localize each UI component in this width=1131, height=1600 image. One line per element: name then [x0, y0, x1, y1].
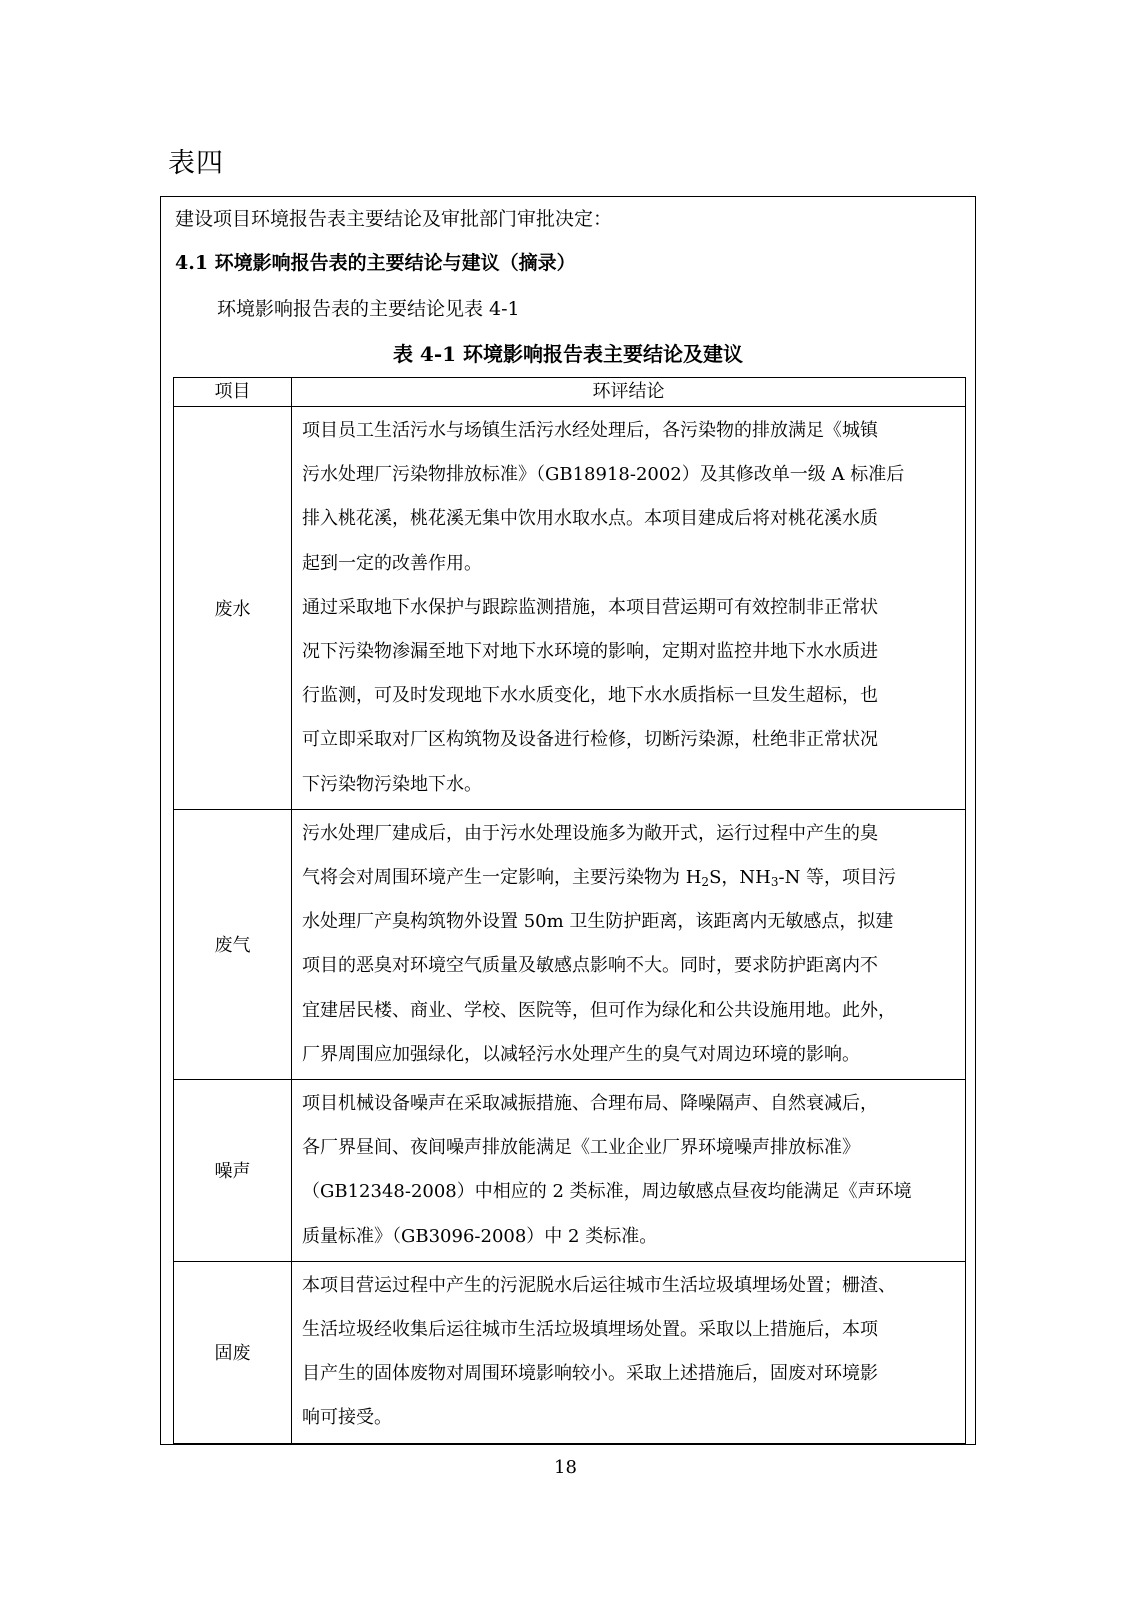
table-header-row	[174, 378, 966, 407]
row-conclusion	[292, 407, 966, 810]
text-line: 通过采取地下水保护与跟踪监测措施，本项目营运期可有效控制非正常状	[302, 596, 878, 618]
text-part: S，NH	[709, 867, 771, 889]
table-caption: 表 4-1 环境影响报告表主要结论及建议	[392, 342, 744, 366]
text-line: 生活垃圾经收集后运往城市生活垃圾填埋场处置。采取以上措施后，本项	[302, 1319, 878, 1341]
text-line: 厂界周围应加强绿化，以减轻污水处理产生的臭气对周边环境的影响。	[302, 1043, 860, 1065]
row-category: 废气	[174, 809, 292, 1079]
text-line: 可立即采取对厂区构筑物及设备进行检修，切断污染源，杜绝非正常状况	[302, 729, 878, 751]
subscript: 3	[770, 875, 779, 890]
text-line: 排入桃花溪，桃花溪无集中饮用水取水点。本项目建成后将对桃花溪水质	[302, 508, 878, 530]
row-category: 废水	[174, 407, 292, 810]
text-part: -N 等，项目污	[778, 867, 897, 889]
table-row	[174, 1080, 966, 1262]
page-number: 18	[554, 1457, 577, 1478]
header-conclusion: 环评结论	[292, 378, 966, 407]
text-line: 质量标准》（GB3096-2008）中 2 类标准。	[302, 1225, 658, 1247]
text-line: 况下污染物渗漏至地下对地下水环境的影响，定期对监控井地下水水质进	[302, 641, 878, 663]
section-body: 环境影响报告表的主要结论见表 4-1	[217, 298, 520, 320]
text-line: 污水处理厂污染物排放标准》（GB18918-2002）及其修改单一级 A 标准后	[302, 464, 905, 486]
table-row	[174, 407, 966, 810]
text-line-with-formula	[302, 856, 955, 900]
table-row	[174, 809, 966, 1079]
text-line: 起到一定的改善作用。	[302, 552, 482, 574]
row-conclusion	[292, 809, 966, 1079]
page-heading: 表四	[168, 148, 224, 179]
intro-line: 建设项目环境报告表主要结论及审批部门审批决定：	[175, 208, 613, 230]
text-line: 行监测，可及时发现地下水水质变化，地下水水质指标一旦发生超标，也	[302, 685, 878, 707]
text-line: 项目员工生活污水与场镇生活污水经处理后，各污染物的排放满足《城镇	[302, 420, 878, 441]
text-line: 下污染物污染地下水。	[302, 773, 482, 795]
report-frame	[160, 196, 976, 1445]
header-item: 项目	[174, 378, 292, 407]
row-category: 固废	[174, 1261, 292, 1443]
row-conclusion	[292, 1261, 966, 1443]
text-line: （GB12348-2008）中相应的 2 类标准，周边敏感点昼夜均能满足《声环境	[302, 1181, 912, 1203]
text-line: 项目的恶臭对环境空气质量及敏感点影响不大。同时，要求防护距离内不	[302, 955, 878, 977]
text-line: 本项目营运过程中产生的污泥脱水后运往城市生活垃圾填埋场处置；栅渣、	[302, 1274, 896, 1296]
section-heading: 4.1 环境影响报告表的主要结论与建议（摘录）	[175, 252, 576, 274]
text-line: 污水处理厂建成后，由于污水处理设施多为敞开式，运行过程中产生的臭	[302, 822, 878, 844]
table-row	[174, 1261, 966, 1443]
conclusions-table	[173, 377, 966, 1444]
row-conclusion	[292, 1080, 966, 1262]
text-line: 目产生的固体废物对周围环境影响较小。采取上述措施后，固废对环境影	[302, 1363, 878, 1385]
text-line: 项目机械设备噪声在采取减振措施、合理布局、降噪隔声、自然衰减后，	[302, 1093, 878, 1115]
row-category: 噪声	[174, 1080, 292, 1262]
text-part: 气将会对周围环境产生一定影响，主要污染物为 H	[302, 867, 702, 889]
text-line: 水处理厂产臭构筑物外设置 50m 卫生防护距离，该距离内无敏感点，拟建	[302, 911, 894, 933]
text-line: 宜建居民楼、商业、学校、医院等，但可作为绿化和公共设施用地。此外，	[302, 999, 896, 1021]
text-line: 各厂界昼间、夜间噪声排放能满足《工业企业厂界环境噪声排放标准》	[302, 1137, 860, 1159]
text-line: 响可接受。	[302, 1407, 392, 1429]
subscript: 2	[701, 875, 710, 890]
